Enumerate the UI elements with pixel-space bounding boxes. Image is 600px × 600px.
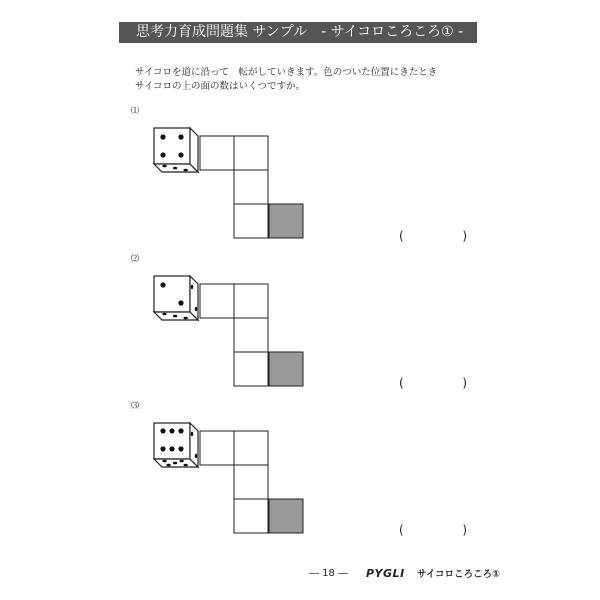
dice-pip (183, 317, 187, 320)
dice-pip (173, 167, 177, 170)
dice-pip (160, 282, 165, 287)
footer-title: サイコロころころ① (417, 569, 500, 580)
dice-pip (191, 432, 193, 436)
puzzle-1 (154, 128, 303, 238)
dice-pip (183, 464, 187, 467)
path-cell (234, 136, 268, 170)
target-cell (269, 499, 303, 533)
answer-3-close-paren: ) (462, 523, 467, 537)
question-1-label: ⑴ (131, 106, 139, 115)
dice-pip (178, 428, 183, 433)
path-cell (234, 499, 268, 533)
path-cell (200, 136, 234, 170)
dice-pip (160, 134, 165, 139)
path-cell (200, 284, 234, 318)
dice-pip (179, 460, 183, 463)
target-cell (269, 352, 303, 386)
path-cell (234, 204, 268, 238)
question-3-label: ⑶ (131, 401, 139, 410)
dice-pip (162, 165, 166, 168)
dice-pip (166, 464, 170, 467)
dice-face-top (154, 128, 190, 164)
dice-pip (162, 460, 166, 463)
dice-pip (178, 134, 183, 139)
path-cell (200, 431, 234, 465)
path-cell (234, 318, 268, 352)
dice-pip (173, 315, 177, 318)
answer-2[interactable] (399, 376, 467, 390)
path-cell (234, 284, 268, 318)
answer-3[interactable] (399, 523, 467, 537)
dice (154, 128, 198, 172)
dice-pip (162, 313, 166, 316)
instruction-line-1: サイコロを道に沿って 転がしていきます。色のついた位置にきたとき (135, 67, 438, 78)
dice-pip (160, 152, 165, 157)
dice-pip (169, 446, 174, 451)
puzzle-3 (154, 423, 303, 533)
dice-pip (178, 300, 183, 305)
page-title: 思考力育成問題集 サンプル - サイコロころころ① - (119, 22, 477, 43)
instruction-line-2: サイコロの上の面の数はいくつですか。 (135, 81, 305, 92)
dice-face-side (190, 276, 198, 320)
dice (154, 276, 198, 320)
dice-pip (160, 428, 165, 433)
dice (154, 423, 198, 467)
path-cell (234, 431, 268, 465)
dice-face-side (190, 128, 198, 172)
answer-2-open-paren: ( (399, 376, 404, 390)
page-number: ― 18 ― (309, 568, 349, 579)
answer-2-close-paren: ) (462, 376, 467, 390)
dice-pip (183, 169, 187, 172)
brand-logo: PYGLI (366, 567, 405, 580)
dice-pip (169, 428, 174, 433)
answer-1-close-paren: ) (462, 229, 467, 243)
dice-pip (178, 446, 183, 451)
dice-pip (195, 307, 197, 311)
question-2-label: ⑵ (131, 254, 139, 263)
path-cell (234, 465, 268, 499)
answer-1[interactable] (399, 229, 467, 243)
puzzle-2 (154, 276, 303, 386)
path-cell (234, 170, 268, 204)
dice-pip (178, 152, 183, 157)
dice-pip (173, 462, 177, 465)
dice-pip (195, 454, 197, 458)
dice-face-side (190, 423, 198, 467)
dice-pip (191, 285, 193, 289)
answer-3-open-paren: ( (399, 523, 404, 537)
target-cell (269, 204, 303, 238)
path-cell (234, 352, 268, 386)
dice-face-top (154, 276, 190, 312)
dice-pip (160, 446, 165, 451)
answer-1-open-paren: ( (399, 229, 404, 243)
